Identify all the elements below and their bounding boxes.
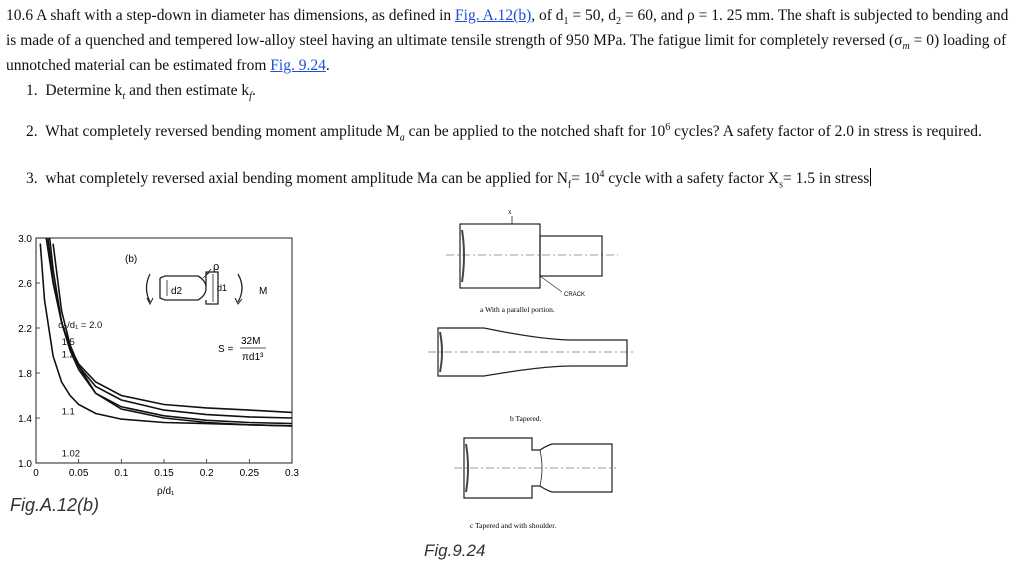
y-tick-label: 1.0 (18, 459, 32, 470)
specimen-b-caption: b Tapered. (510, 414, 542, 423)
inset-d1-label: d1 (217, 283, 228, 293)
chart-title: (b) (125, 254, 138, 265)
inset-d2-label: d2 (171, 286, 183, 297)
x-tick-label: 0.05 (68, 468, 89, 479)
fig-a12b-link[interactable]: Fig. A.12(b) (455, 7, 532, 24)
problem-number: 10.6 (6, 7, 34, 24)
x-tick-label: 0.25 (239, 468, 260, 479)
y-tick-label: 2.2 (18, 324, 32, 335)
specimen-a (446, 208, 618, 314)
question-3[interactable]: 3. what completely reversed axial bending moment amplitude Ma can be applied for $N_f= 10^4$ cycle with a safety factor $X_s= 1.5$ in stress (26, 169, 870, 191)
curve-label-0: d₂/d₁ = 2.0 (58, 320, 103, 331)
x-tick-label: 0.1 (114, 468, 129, 479)
formula-s: S = (218, 344, 234, 355)
chart-caption: Fig.A.12(b) (10, 495, 100, 515)
specimen-b (428, 328, 634, 423)
stress-formula (218, 336, 266, 363)
y-tick-label: 1.8 (18, 369, 32, 380)
x-axis (33, 459, 299, 479)
formula-denominator: πd1³ (242, 352, 264, 363)
fig-924-link[interactable]: Fig. 9.24 (270, 57, 326, 75)
shaft-schematic (147, 261, 268, 304)
specimen-figure (422, 200, 652, 540)
x-tick-label: 0 (33, 468, 39, 479)
specimen-c-caption: c Tapered and with shoulder. (470, 521, 557, 530)
section-x-label: x (508, 208, 512, 216)
y-tick-label: 3.0 (18, 234, 32, 245)
formula-numerator: 32M (241, 336, 261, 347)
specimen-c (454, 438, 616, 530)
curve-series-3 (53, 244, 292, 426)
curve-label-3: 1.1 (61, 406, 75, 418)
specimen-a-caption: a With a parallel portion. (480, 305, 555, 314)
question-1: 1. Determine $k_t$ and then estimate $k_f$. (26, 82, 256, 103)
curve-series-4 (40, 244, 292, 426)
x-tick-label: 0.2 (199, 468, 214, 479)
text-cursor (870, 168, 871, 186)
inset-rho-label: ρ (213, 261, 220, 273)
inset-m-label: M (259, 286, 268, 297)
curve-label-2: 1.2 (61, 349, 75, 361)
curve-label-4: 1.02 (61, 448, 81, 460)
y-tick-label: 2.6 (18, 279, 32, 290)
problem-statement: 10.6 A shaft with a step-down in diameter has dimensions, as defined in Fig. A.12(b), of $d_1 = 50$, $d_2 = 60$, and ρ = 1. 25 mm. The shaft is subjected to bending and is made of a quenched and tempered low-alloy steel having an ultimate tensile strength of 950 MPa. The fatigue limit for completely reversed $(\sigma_m = 0)$ loading of unnotched material can be estimated from Fig. 9.24. (6, 7, 1009, 75)
curves (40, 238, 292, 459)
x-tick-label: 0.15 (154, 468, 174, 479)
x-tick-label: 0.3 (285, 468, 299, 479)
curve-label-1: 1.5 (61, 336, 75, 348)
y-tick-label: 1.4 (18, 414, 32, 425)
y-axis (18, 234, 40, 470)
crack-label: CRACK (564, 292, 586, 298)
question-2: 2. What completely reversed bending moment amplitude $M_a$ can be applied to the notched shaft for $10^6$ cycles? A safety factor of 2.0 in stress is required. (26, 122, 982, 144)
x-axis-label: ρ/d₁ (157, 486, 175, 496)
fig924-caption: Fig.9.24 (424, 541, 486, 560)
stress-concentration-chart (0, 228, 310, 496)
